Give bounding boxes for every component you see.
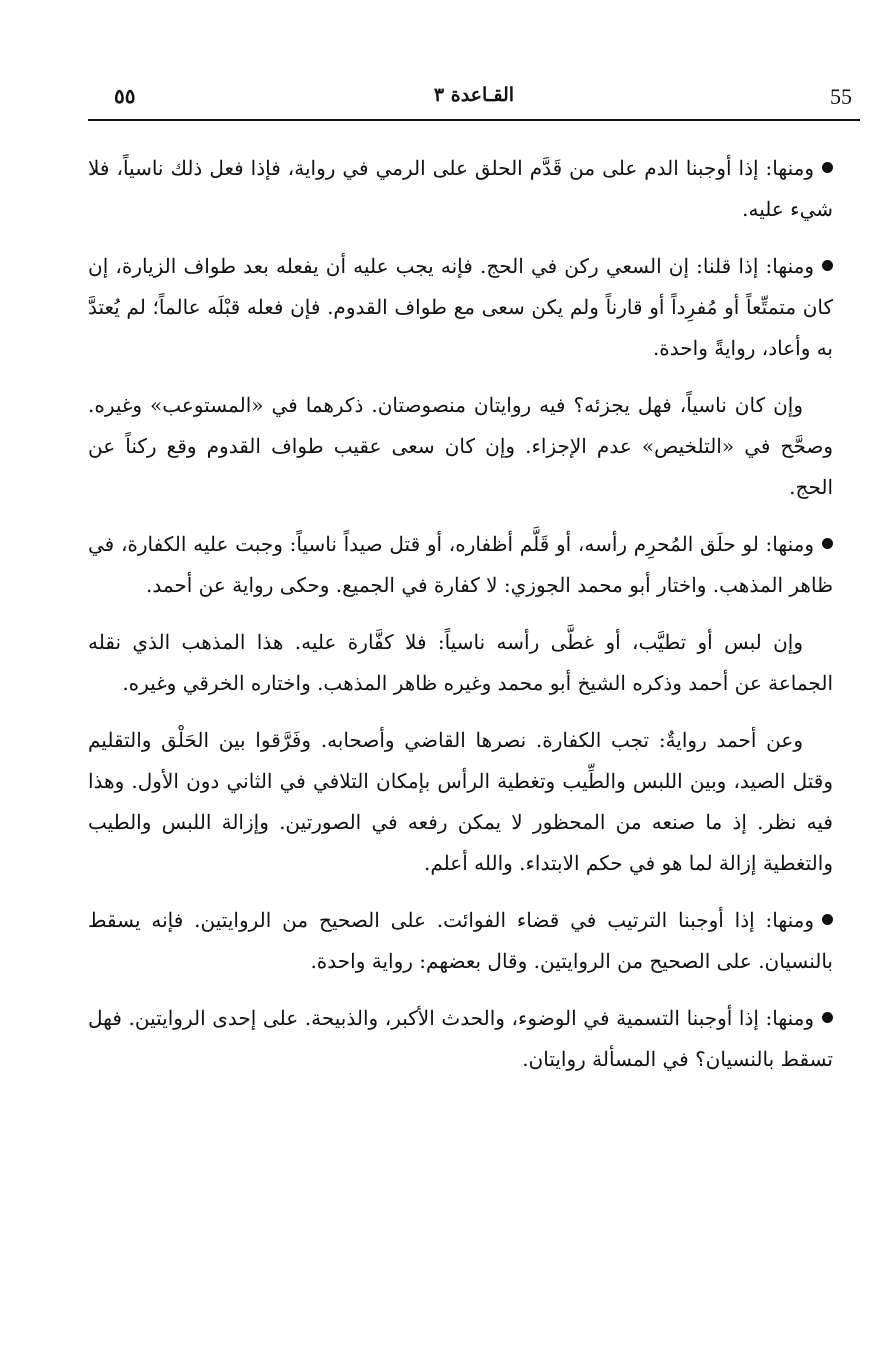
bullet-icon — [822, 914, 833, 925]
paragraph-text: ومنها: إذا قلنا: إن السعي ركن في الحج. فإنه يجب عليه أن يفعله بعد طواف الزيارة، إن كان متمتِّعاً أو مُفرِداً أو قارناً ولم يكن سعى مع طواف القدوم. فإن فعله قبْلَه عالماً؛ لم يُعتدَّ به وأعاد، روايةً واحدة. — [88, 254, 833, 360]
paragraph-text: وعن أحمد روايةٌ: تجب الكفارة. نصرها القاضي وأصحابه. وفَرَّقوا بين الحَلْق والتقليم وقتل الصيد، وبين اللبس والطِّيب وتغطية الرأس بإمكان التلافي في الثاني دون الأول. وهذا فيه نظر. إذ ما صنعه من المحظور لا يمكن رفعه في الصورتين. وإزالة اللبس والطيب والتغطية إزالة لما هو في حكم الابتداء. والله أعلم. — [88, 728, 833, 875]
paragraph — [88, 148, 833, 230]
paragraph — [88, 720, 833, 884]
paragraph-text: وإن لبس أو تطيَّب، أو غطَّى رأسه ناسياً: فلا كفَّارة عليه. هذا المذهب الذي نقله الجماعة عن أحمد وذكره الشيخ أبو محمد وغيره ظاهر المذهب. واختاره الخرقي وغيره. — [88, 630, 833, 695]
page-number-latin: 55 — [830, 84, 852, 109]
bullet-icon — [822, 162, 833, 173]
paragraph — [88, 246, 833, 369]
header-rule — [88, 119, 860, 121]
page-number-arabic: ٥٥ — [114, 84, 136, 108]
bullet-icon — [822, 538, 833, 549]
paragraph — [88, 998, 833, 1080]
paragraph — [88, 385, 833, 508]
paragraph-text: وإن كان ناسياً، فهل يجزئه؟ فيه روايتان منصوصتان. ذكرهما في «المستوعب» وغيره. وصحَّح في «التلخيص» عدم الإجزاء. وإن كان سعى عقيب طواف القدوم وقع ركناً عن الحج. — [88, 393, 833, 499]
bullet-icon — [822, 260, 833, 271]
paragraph-text: ومنها: لو حلَق المُحرِم رأسه، أو قَلَّم أظفاره، أو قتل صيداً ناسياً: وجبت عليه الكفارة، في ظاهر المذهب. واختار أبو محمد الجوزي: لا كفارة في الجميع. وحكى رواية عن أحمد. — [88, 532, 833, 597]
running-title: القـاعدة ٣ — [433, 84, 515, 106]
page-body — [88, 148, 833, 1096]
page-header — [88, 82, 860, 116]
paragraph — [88, 524, 833, 606]
paragraph — [88, 900, 833, 982]
bullet-icon — [822, 1012, 833, 1023]
paragraph-text: ومنها: إذا أوجبنا التسمية في الوضوء، والحدث الأكبر، والذبيحة. على إحدى الروايتين. فهل تسقط بالنسيان؟ في المسألة روايتان. — [88, 1006, 833, 1071]
paragraph-text: ومنها: إذا أوجبنا الدم على من قَدَّم الحلق على الرمي في رواية، فإذا فعل ذلك ناسياً، فلا شيء عليه. — [88, 156, 833, 221]
paragraph — [88, 622, 833, 704]
paragraph-text: ومنها: إذا أوجبنا الترتيب في قضاء الفوائت. على الصحيح من الروايتين. فإنه يسقط بالنسيان. على الصحيح من الروايتين. وقال بعضهم: رواية واحدة. — [88, 908, 833, 973]
